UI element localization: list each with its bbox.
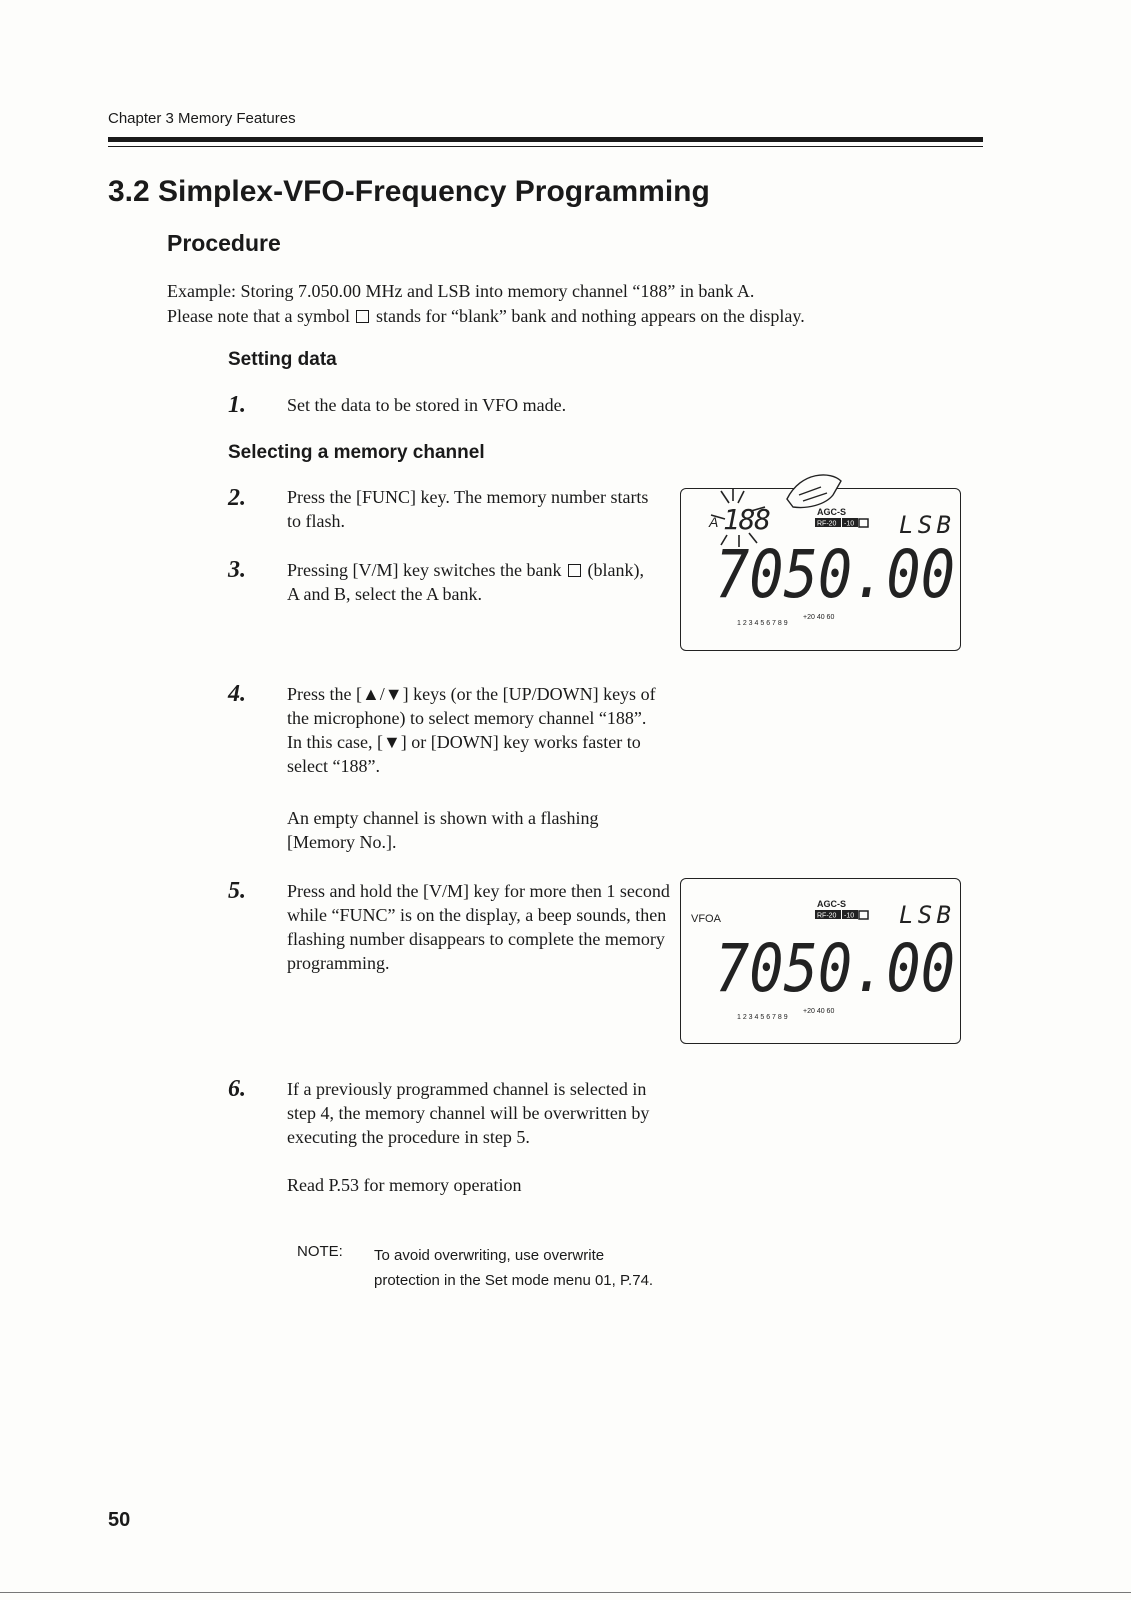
step-3-number: 3. xyxy=(228,557,246,583)
intro-line-2: Please note that a symbol stands for “blank” bank and nothing appears on the display. xyxy=(167,306,805,326)
section-title: 3.2 Simplex-VFO-Frequency Programming xyxy=(108,175,710,208)
step-1-text: Set the data to be stored in VFO made. xyxy=(287,395,567,415)
note-label: NOTE: xyxy=(297,1243,343,1260)
page-number: 50 xyxy=(108,1509,131,1531)
finger-pointer-icon xyxy=(787,475,841,508)
step-4-text: Press the [▲/▼] keys (or the [UP/DOWN] keys of the microphone) to select memory channel “188”. In this case, [▼] or [DOWN] key works faster to select “188”. xyxy=(287,684,656,776)
blank-symbol-icon xyxy=(568,564,581,577)
step-4-text-2: An empty channel is shown with a flashing [Memory No.]. xyxy=(287,808,599,852)
lcd-rf-label: RF-20 xyxy=(817,520,837,528)
lcd-att-label: -10 xyxy=(844,520,855,528)
lcd-display-flashing-channel xyxy=(680,488,961,651)
intro-paragraph xyxy=(167,279,967,329)
header-rule-thin xyxy=(108,146,983,147)
step-6-text: If a previously programmed channel is selected in step 4, the memory channel will be overwritten by executing the procedure in step 5. xyxy=(287,1079,650,1147)
intro-line-1: Example: Storing 7.050.00 MHz and LSB into memory channel “188” in bank A. xyxy=(167,281,755,301)
lcd-vfo-label: VFOA xyxy=(691,913,721,925)
lcd-display-vfo xyxy=(680,878,961,1044)
note-text: To avoid overwriting, use overwrite protection in the Set mode menu 01, P.74. xyxy=(374,1247,654,1289)
lcd-mode: LSB xyxy=(899,511,951,539)
lcd-frequency: 7050.00 xyxy=(715,930,955,1007)
lcd-frequency: 7050.00 xyxy=(715,536,955,613)
blank-symbol-icon xyxy=(356,310,369,323)
step-5-number: 5. xyxy=(228,878,246,904)
lcd-display-graphic xyxy=(681,879,960,1043)
lcd-rf-label: RF-20 xyxy=(817,912,837,920)
heading-setting-data: Setting data xyxy=(228,349,337,370)
step-2-text: Press the [FUNC] key. The memory number starts to flash. xyxy=(287,487,649,531)
lcd-mode: LSB xyxy=(899,901,951,929)
heading-selecting-channel: Selecting a memory channel xyxy=(228,442,485,463)
step-2-number: 2. xyxy=(228,485,246,511)
step-1-number: 1. xyxy=(228,392,246,418)
lcd-signal-scale: 1 2 3 4 5 6 7 8 9 xyxy=(737,620,788,627)
lcd-signal-scale: 1 2 3 4 5 6 7 8 9 xyxy=(737,1014,788,1021)
header-rule-thick xyxy=(108,137,983,142)
lcd-signal-scale-plus: +20 40 60 xyxy=(803,614,835,621)
lcd-bank-letter: A xyxy=(709,514,719,530)
step-4-number: 4. xyxy=(228,681,246,707)
step-6-text-2: Read P.53 for memory operation xyxy=(287,1175,522,1195)
lcd-agc-label: AGC-S xyxy=(817,507,846,517)
running-head: Chapter 3 Memory Features xyxy=(108,110,296,127)
step-3-text: Pressing [V/M] key switches the bank (blank), A and B, select the A bank. xyxy=(287,560,644,604)
lcd-agc-label: AGC-S xyxy=(817,899,846,909)
lcd-memory-channel: 188 xyxy=(723,503,771,536)
lcd-display-graphic xyxy=(681,489,960,650)
step-6-number: 6. xyxy=(228,1076,246,1102)
bottom-rule xyxy=(0,1592,1131,1593)
lcd-signal-scale-plus: +20 40 60 xyxy=(803,1008,835,1015)
step-5-text: Press and hold the [V/M] key for more then 1 second while “FUNC” is on the display, a beep sounds, then flashing number disappears to complete the memory programming. xyxy=(287,881,670,973)
lcd-att-label: -10 xyxy=(844,912,855,920)
section-subtitle: Procedure xyxy=(167,230,281,256)
